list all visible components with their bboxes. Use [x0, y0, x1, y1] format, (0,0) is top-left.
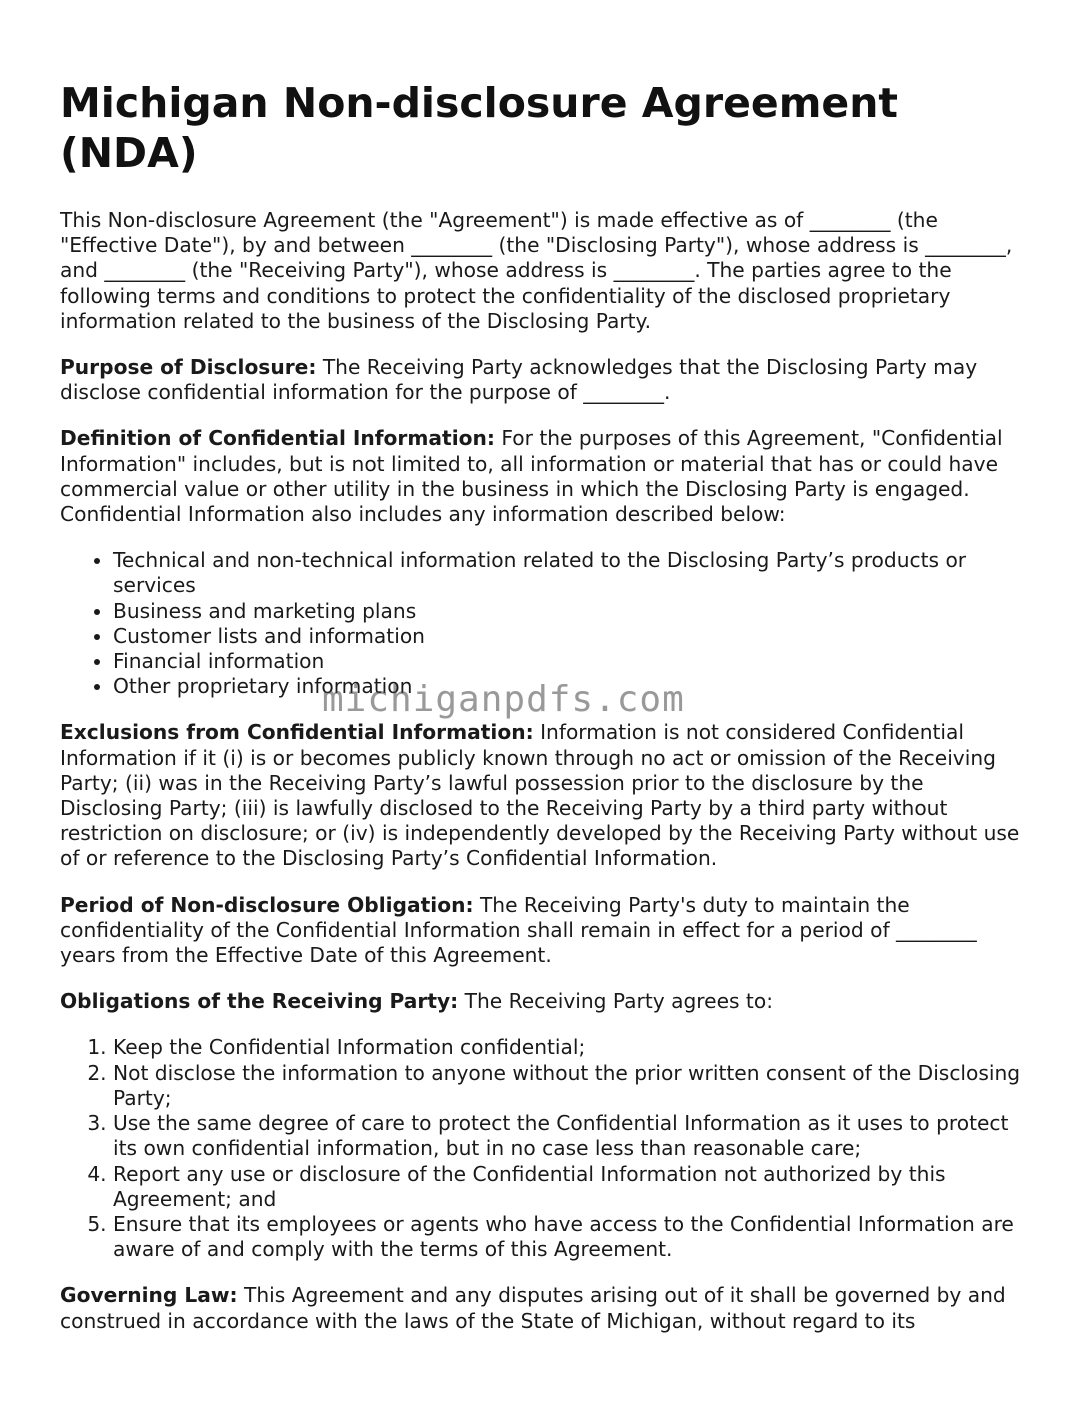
obligations-list [60, 1035, 1030, 1262]
purpose-text: The Receiving Party acknowledges that the Disclosing Party may disclose confidential information for the purpose of ________. [60, 355, 978, 405]
governing-heading: Governing Law: [60, 1283, 238, 1308]
list-item: 1. Keep the Confidential Information confidential; [113, 1035, 1030, 1060]
list-item: 5. Ensure that its employees or agents who have access to the Confidential Information are aware of and comply with the terms of this Agreement. [113, 1212, 1030, 1262]
period-section [60, 893, 1030, 969]
list-item: 2. Not disclose the information to anyone without the prior written consent of the Disclosing Party; [113, 1061, 1030, 1111]
list-item: • Business and marketing plans [113, 599, 1030, 624]
governing-section [60, 1283, 1030, 1333]
list-item: • Other proprietary information [113, 674, 1030, 699]
document-title: Michigan Non-disclosure Agreement (NDA) [60, 79, 899, 177]
list-item: • Technical and non-technical information related to the Disclosing Party’s products or services [113, 548, 1030, 598]
obligations-section [60, 989, 1030, 1014]
watermark: michiganpdfs.com [322, 679, 685, 720]
obligations-heading: Obligations of the Receiving Party: [60, 989, 459, 1014]
definition-list [60, 548, 1030, 699]
list-item: 4. Report any use or disclosure of the Confidential Information not authorized by this Agreement; and [113, 1162, 1030, 1212]
exclusions-text: Information is not considered Confidential Information if it (i) is or becomes publicly known through no act or omission of the Receiving Party; (ii) was in the Receiving Party’s lawful possession prior to the disclosure by the Disclosing Party; (iii) is lawfully disclosed to the Receiving Party by a third party without restriction on disclosure; or (iv) is independently developed by the Receiving Party without use of or reference to the Disclosing Party’s Confidential Information. [60, 720, 1020, 871]
definition-heading: Definition of Confidential Information: [60, 426, 495, 451]
list-item: 3. Use the same degree of care to protect the Confidential Information as it uses to protect its own confidential information, but in no case less than reasonable care; [113, 1111, 1030, 1161]
purpose-heading: Purpose of Disclosure: [60, 355, 317, 380]
exclusions-heading: Exclusions from Confidential Information: [60, 720, 534, 745]
period-text: The Receiving Party's duty to maintain the confidentiality of the Confidential Information shall remain in effect for a period of ________ years from the Effective Date of this Agreement. [60, 892, 977, 968]
obligations-text: The Receiving Party agrees to: [458, 989, 773, 1014]
list-item: • Customer lists and information [113, 624, 1030, 649]
list-item: • Financial information [113, 649, 1030, 674]
intro-paragraph: This Non-disclosure Agreement (the "Agreement") is made effective as of ________ (the "Effective Date"), by and between ________ (the "Disclosing Party"), whose address is ________, and ________ (the "Receiving Party"), whose address is ________. The parties agree to the following terms and conditions to protect the confidentiality of the disclosed proprietary information related to the business of the Disclosing Party. [60, 208, 1013, 333]
document-page [60, 78, 1030, 1355]
period-heading: Period of Non-disclosure Obligation: [60, 892, 474, 917]
definition-section [60, 426, 1030, 527]
exclusions-section [60, 720, 1030, 871]
governing-text: This Agreement and any disputes arising out of it shall be governed by and construed in accordance with the laws of the State of Michigan, without regard to its [60, 1283, 1006, 1333]
purpose-section [60, 355, 1030, 405]
definition-text: For the purposes of this Agreement, "Confidential Information" includes, but is not limited to, all information or material that has or could have commercial value or other utility in the business in which the Disclosing Party is engaged. Confidential Information also includes any information described below: [60, 426, 1003, 527]
